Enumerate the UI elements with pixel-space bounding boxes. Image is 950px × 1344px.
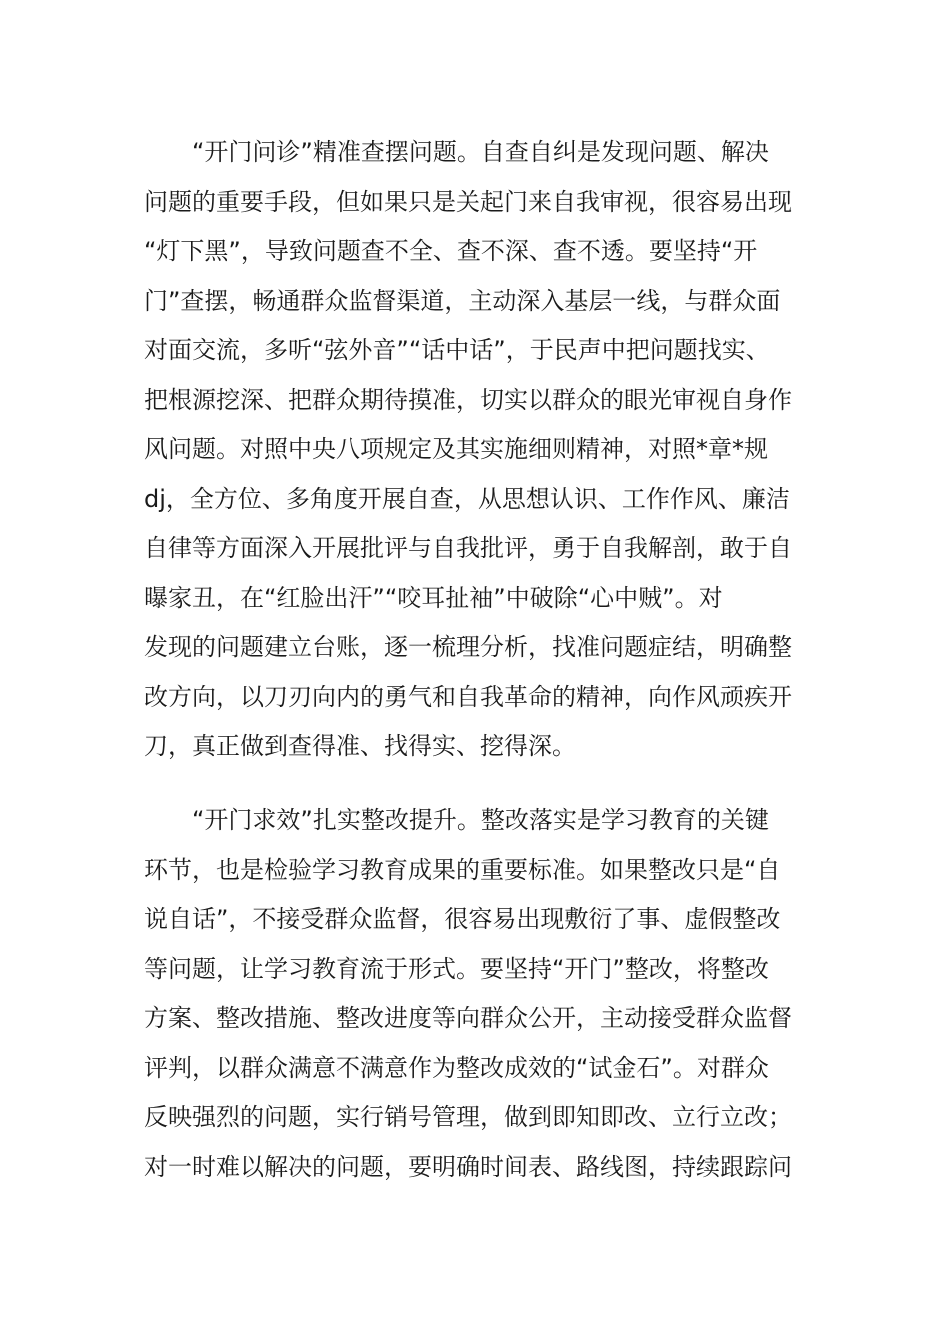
text-line: 对一时难以解决的问题，要明确时间表、路线图，持续跟踪问 — [144, 1152, 792, 1181]
text-line: 风问题。对照中央八项规定及其实施细则精神，对照*章*规 — [144, 435, 768, 463]
text-line: 曝家丑，在“红脸出汗”“咬耳扯袖”中破除“心中贼”。对 — [144, 583, 723, 612]
text-line: 对面交流，多听“弦外音”“话中话”，于民声中把问题找实、 — [144, 336, 770, 364]
text-line: dj，全方位、多角度开展自查，从思想认识、工作作风、廉洁 — [144, 484, 790, 513]
text-line: 刀，真正做到查得准、找得实、挖得深。 — [144, 732, 576, 760]
text-line: 方案、整改措施、整改进度等向群众公开，主动接受群众监督 — [144, 1004, 792, 1032]
text-line: 把根源挖深、把群众期待摸准，切实以群众的眼光审视自身作 — [144, 385, 792, 414]
text-line: 说自话”，不接受群众监督，很容易出现敷衍了事、虚假整改 — [144, 905, 781, 933]
text-line: “开门求效”扎实整改提升。整改落实是学习教育的关键 — [144, 806, 769, 834]
text-line: 发现的问题建立台账，逐一梳理分析，找准问题症结，明确整 — [144, 633, 792, 661]
paragraph-open-door-diagnosis — [144, 128, 804, 772]
text-line: 问题的重要手段，但如果只是关起门来自我审视，很容易出现 — [144, 187, 792, 216]
text-line: “开门问诊”精准查摆问题。自查自纠是发现问题、解决 — [144, 138, 769, 166]
text-line: 改方向，以刀刃向内的勇气和自我革命的精神，向作风顽疾开 — [144, 682, 792, 711]
text-line: 门”查摆，畅通群众监督渠道，主动深入基层一线，与群众面 — [144, 286, 781, 315]
text-line: 自律等方面深入开展批评与自我批评，勇于自我解剖，敢于自 — [144, 534, 792, 562]
text-line: 评判，以群众满意不满意作为整改成效的“试金石”。对群众 — [144, 1053, 769, 1082]
text-line: 环节，也是检验学习教育成果的重要标准。如果整改只是“自 — [144, 855, 781, 884]
paragraph-open-door-results — [144, 796, 804, 1192]
text-line: “灯下黑”，导致问题查不全、查不深、查不透。要坚持“开 — [144, 237, 758, 265]
text-line: 反映强烈的问题，实行销号管理，做到即知即改、立行立改； — [144, 1103, 792, 1131]
text-line: 等问题，让学习教育流于形式。要坚持“开门”整改，将整改 — [144, 954, 769, 983]
